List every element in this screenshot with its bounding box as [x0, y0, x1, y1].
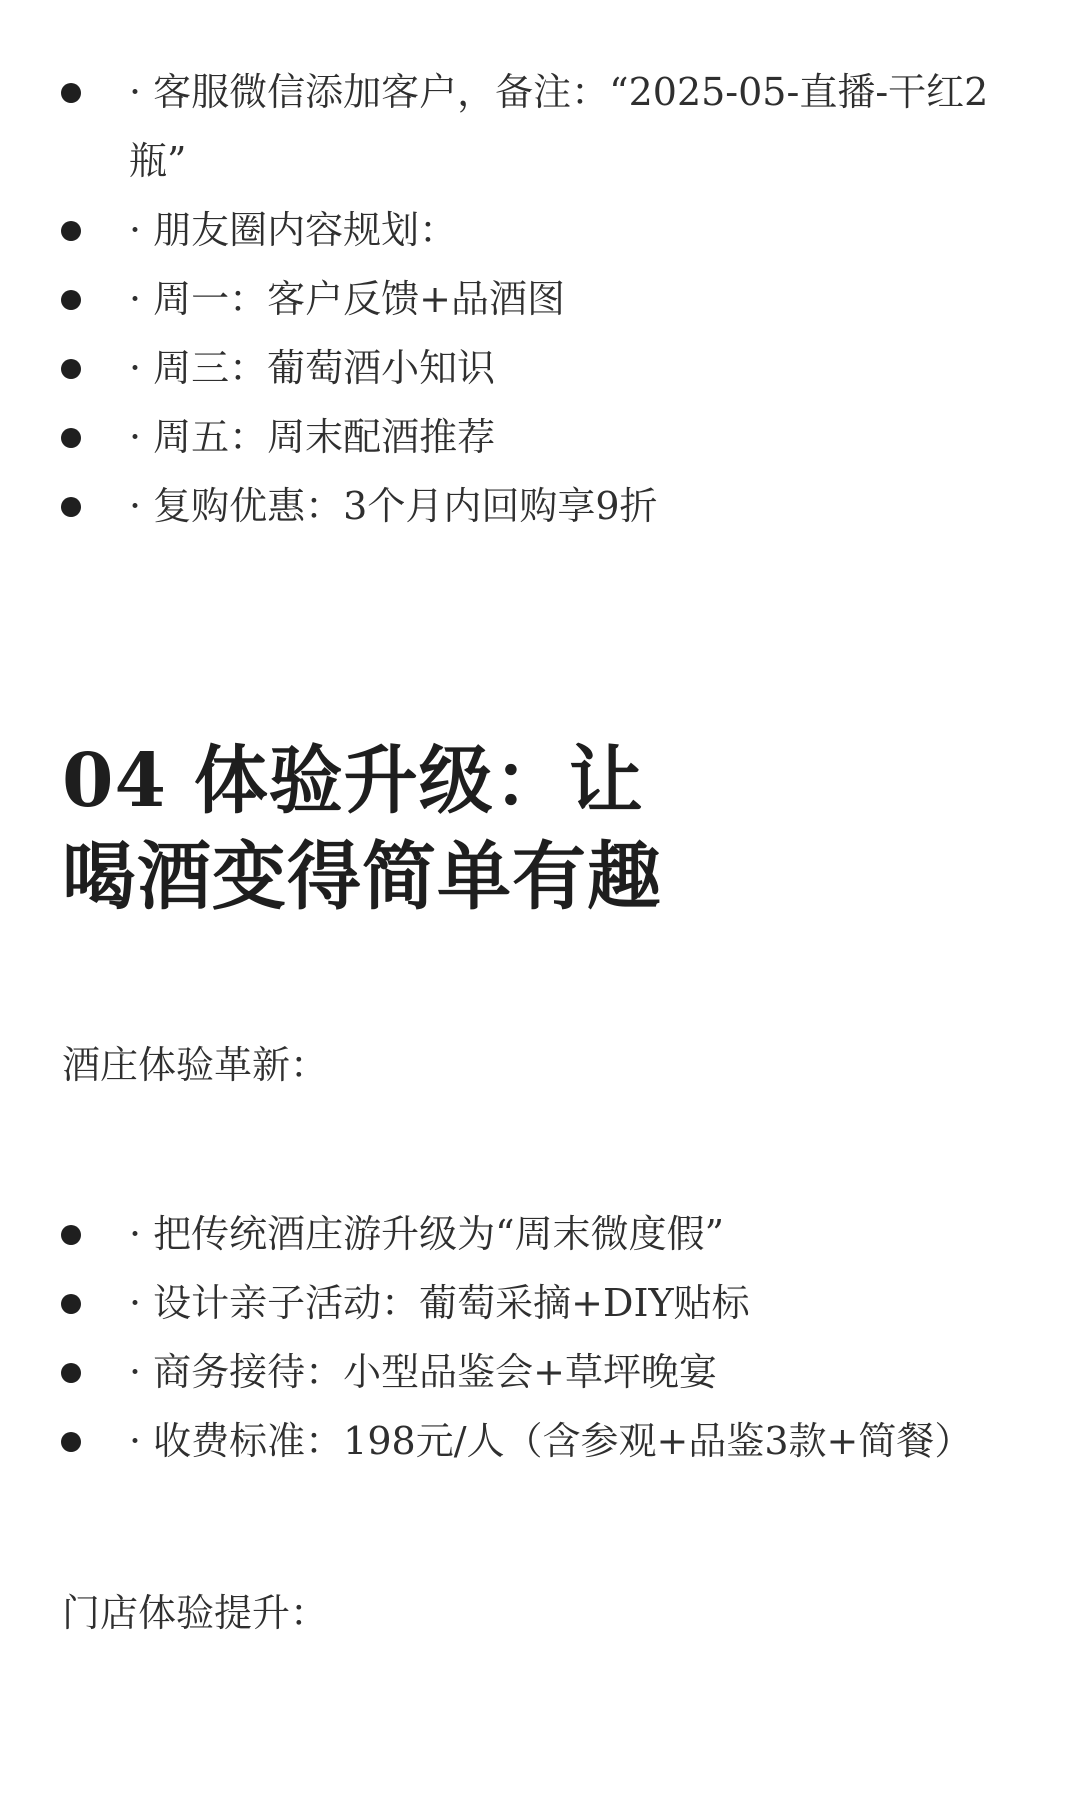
winery-subheading: 酒庄体验革新： — [62, 1043, 329, 1087]
list-item — [0, 334, 1080, 403]
bullet-icon — [61, 497, 81, 517]
bullet-icon — [61, 428, 81, 448]
list-item-text: · 周三：葡萄酒小知识 — [129, 346, 496, 390]
list-item — [0, 58, 1080, 196]
winery-experience-list — [0, 1200, 1080, 1476]
list-item — [0, 1200, 1080, 1269]
list-item — [0, 1269, 1080, 1338]
bullet-icon — [61, 83, 81, 103]
list-item-text: · 商务接待：小型品鉴会+草坪晚宴 — [129, 1350, 717, 1394]
bullet-icon — [61, 1432, 81, 1452]
list-item-text: · 把传统酒庄游升级为“周末微度假” — [129, 1212, 725, 1256]
list-item-text: · 设计亲子活动：葡萄采摘+DIY贴标 — [129, 1281, 750, 1325]
section-heading-line-1: 04 体验升级：让 — [62, 738, 644, 824]
list-item — [0, 472, 1080, 541]
store-subheading: 门店体验提升： — [62, 1591, 329, 1635]
bullet-icon — [61, 221, 81, 241]
list-item — [0, 1407, 1080, 1476]
list-item — [0, 403, 1080, 472]
list-item-text: · 收费标准：198元/人（含参观+品鉴3款+简餐） — [129, 1419, 973, 1463]
list-item-text: · 周五：周末配酒推荐 — [129, 415, 496, 459]
section-heading-line-2: 喝酒变得简单有趣 — [62, 834, 662, 920]
list-item — [0, 265, 1080, 334]
list-item-text: · 客服微信添加客户，备注：“2025-05-直播-干红2瓶” — [129, 70, 989, 183]
bullet-icon — [61, 359, 81, 379]
list-item-text: · 复购优惠：3个月内回购享9折 — [129, 484, 658, 528]
list-item — [0, 196, 1080, 265]
bullet-icon — [61, 1294, 81, 1314]
section-heading — [62, 733, 662, 925]
bullet-icon — [61, 1363, 81, 1383]
bullet-icon — [61, 1225, 81, 1245]
private-traffic-list — [0, 58, 1080, 541]
bullet-icon — [61, 290, 81, 310]
list-item-text: · 周一：客户反馈+品酒图 — [129, 277, 565, 321]
list-item — [0, 1338, 1080, 1407]
list-item-text: · 朋友圈内容规划： — [129, 208, 458, 252]
